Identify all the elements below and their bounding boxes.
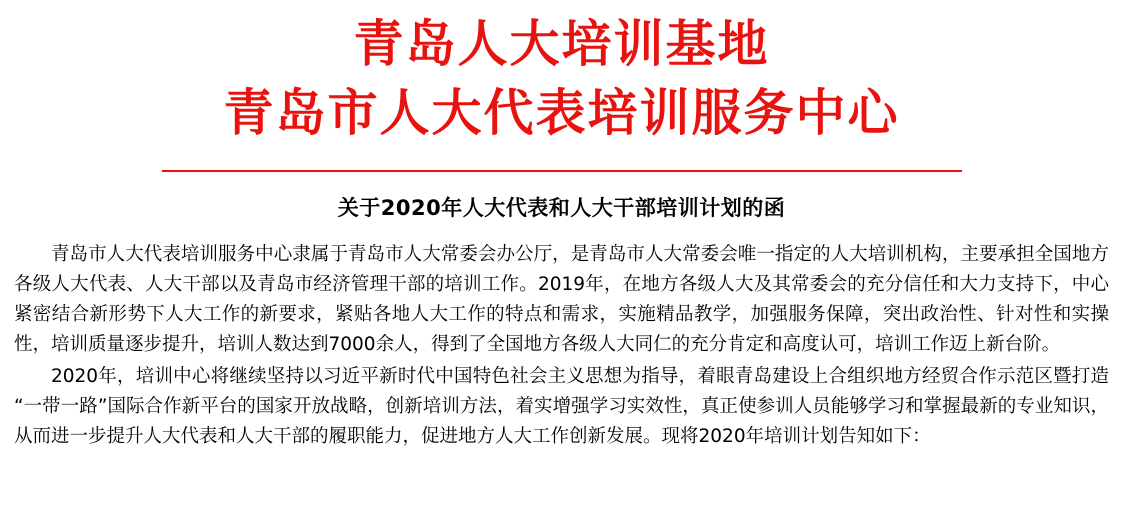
document-body (14, 240, 1109, 452)
body-paragraph: 2020年，培训中心将继续坚持以习近平新时代中国特色社会主义思想为指导，着眼青岛建设上合组织地方经贸合作示范区暨打造“一带一路”国际合作新平台的国家开放战略，创新培训方法，着实增强学习实效性，真正使参训人员能够学习和掌握最新的专业知识，从而进一步提升人大代表和人大干部的履职能力，促进地方人大工作创新发展。现将2020年培训计划告知如下： (14, 365, 1109, 447)
letterhead-divider (162, 170, 962, 172)
document-title: 关于2020年人大代表和人大干部培训计划的函 (337, 196, 786, 220)
letterhead-line-1: 青岛人大培训基地 (353, 15, 770, 73)
letterhead (0, 0, 1123, 144)
letterhead-line-2: 青岛市人大代表培训服务中心 (223, 84, 900, 142)
body-paragraph: 青岛市人大代表培训服务中心隶属于青岛市人大常委会办公厅，是青岛市人大常委会唯一指定的人大培训机构，主要承担全国地方各级人大代表、人大干部以及青岛市经济管理干部的培训工作。2019年，在地方各级人大及其常委会的充分信任和大力支持下，中心紧密结合新形势下人大工作的新要求，紧贴各地人大工作的特点和需求，实施精品教学，加强服务保障，突出政治性、针对性和实操性，培训质量逐步提升，培训人数达到7000余人，得到了全国地方各级人大同仁的充分肯定和高度认可，培训工作迈上新台阶。 (14, 244, 1109, 355)
